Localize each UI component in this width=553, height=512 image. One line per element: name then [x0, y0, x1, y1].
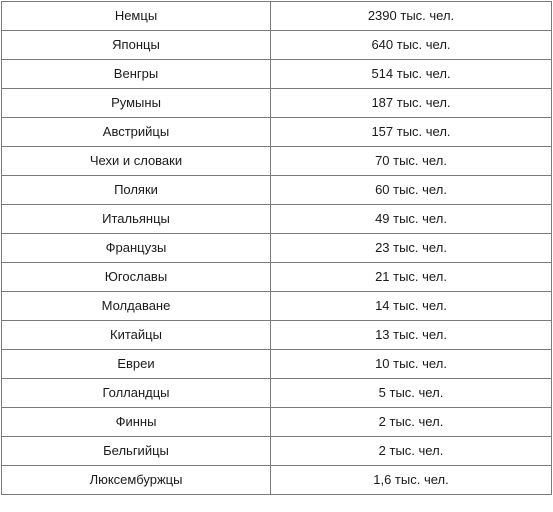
table-row: [2, 234, 552, 263]
table-row: [2, 2, 552, 31]
nation-cell: Чехи и словаки: [2, 147, 271, 176]
nation-cell: Молдаване: [2, 292, 271, 321]
table-row: [2, 379, 552, 408]
nation-cell: Поляки: [2, 176, 271, 205]
nation-cell: Японцы: [2, 31, 271, 60]
count-cell: 49 тыс. чел.: [271, 205, 552, 234]
table-row: [2, 89, 552, 118]
count-cell: 70 тыс. чел.: [271, 147, 552, 176]
nation-cell: Австрийцы: [2, 118, 271, 147]
count-cell: 1,6 тыс. чел.: [271, 466, 552, 495]
nation-cell: Югославы: [2, 263, 271, 292]
count-cell: 2 тыс. чел.: [271, 408, 552, 437]
count-cell: 23 тыс. чел.: [271, 234, 552, 263]
nation-cell: Голландцы: [2, 379, 271, 408]
nation-cell: Евреи: [2, 350, 271, 379]
nation-cell: Китайцы: [2, 321, 271, 350]
table-row: [2, 437, 552, 466]
table-row: [2, 60, 552, 89]
count-cell: 2390 тыс. чел.: [271, 2, 552, 31]
nation-cell: Итальянцы: [2, 205, 271, 234]
table-row: [2, 466, 552, 495]
nation-cell: Финны: [2, 408, 271, 437]
table-row: [2, 408, 552, 437]
count-cell: 187 тыс. чел.: [271, 89, 552, 118]
table-row: [2, 350, 552, 379]
nation-cell: Французы: [2, 234, 271, 263]
table-row: [2, 147, 552, 176]
count-cell: 21 тыс. чел.: [271, 263, 552, 292]
count-cell: 157 тыс. чел.: [271, 118, 552, 147]
table-row: [2, 31, 552, 60]
table-row: [2, 118, 552, 147]
count-cell: 10 тыс. чел.: [271, 350, 552, 379]
nation-cell: Немцы: [2, 2, 271, 31]
nation-cell: Люксембуржцы: [2, 466, 271, 495]
count-cell: 640 тыс. чел.: [271, 31, 552, 60]
table-row: [2, 205, 552, 234]
table-row: [2, 176, 552, 205]
table-row: [2, 321, 552, 350]
count-cell: 5 тыс. чел.: [271, 379, 552, 408]
count-cell: 13 тыс. чел.: [271, 321, 552, 350]
count-cell: 2 тыс. чел.: [271, 437, 552, 466]
nation-cell: Венгры: [2, 60, 271, 89]
count-cell: 60 тыс. чел.: [271, 176, 552, 205]
nationality-table: [1, 1, 552, 495]
table-row: [2, 292, 552, 321]
count-cell: 14 тыс. чел.: [271, 292, 552, 321]
table-row: [2, 263, 552, 292]
nation-cell: Румыны: [2, 89, 271, 118]
table-body: [2, 2, 552, 495]
count-cell: 514 тыс. чел.: [271, 60, 552, 89]
nation-cell: Бельгийцы: [2, 437, 271, 466]
